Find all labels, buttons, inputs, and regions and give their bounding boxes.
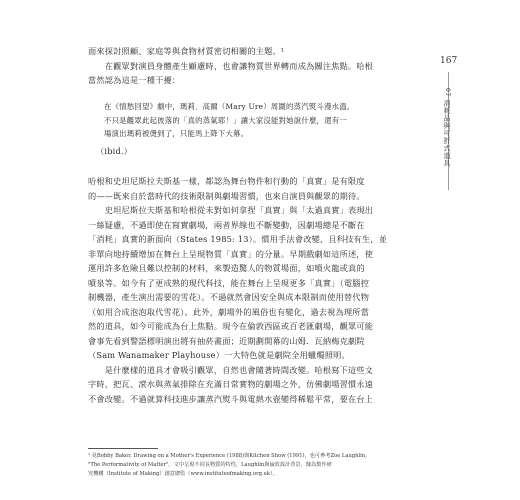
body-line: 制機器，產生演出需要的雪花）。不過就然會因安全與成本限制而使用替代物	[88, 292, 370, 302]
body-line: 的——既來自於當時代的技術限制與劇場習慣，也來自演員與觀眾的期待。	[88, 190, 365, 201]
footnote-line: ¹ 見Bobby Baker, Drawing on a Mother's Experience (1988)與Kitchen Show (1991)，也可參考Zoe Laughlin,	[88, 453, 367, 459]
ibid-citation: （ibid.）	[96, 146, 133, 156]
body-line: （如用合成泡泡取代雪花）。此外，劇場外的風俗也有變化，過去視為理所當	[88, 306, 370, 317]
body-line: 當然認為這是一種干擾：	[88, 75, 181, 85]
body-main	[88, 174, 418, 406]
body-line: 一絲疑慮，不過即使在寫實劇場，兩者界線也不斷變動，因劇場總是不斷在	[88, 219, 365, 230]
body-line: 面來探討照顧、家庭等與食物材質密切相關的主題。¹	[88, 46, 285, 56]
footnote-line: 究機構（Institute of Making）創意總監（www.instituteofmaking.org.uk）。	[88, 471, 278, 477]
page-number: 167	[440, 56, 458, 66]
citation	[96, 144, 426, 159]
body-line: 非單向地持續增加在舞台上呈現物質「真實」的分量。早期戲劇如這所述，使	[88, 248, 374, 259]
block-quote	[104, 100, 404, 141]
body-line: 噴泉等。如今有了更成熟的現代科技，能在舞台上呈現更多「真實」（電腦控	[88, 277, 370, 288]
body-line: 「消耗」真實的新面向（States 1985: 13）。慣用手法會改變，且科技有生，並	[88, 234, 388, 244]
quote-line: 不只是觀眾此起彼落的「真的蒸氣耶！」讓大家沒能對她說什麼，還有一	[104, 115, 347, 125]
chapter-title: 消耗品與可折式道具	[443, 99, 451, 167]
chapter-label	[443, 88, 451, 167]
footnote-rule	[88, 448, 158, 449]
body-line: 字時，把瓦、滾水與蒸氣排除在充滿日常實物的劇場之外，仿佛劇場習慣永遠	[88, 379, 374, 389]
footnote-line: "The Performativity of Matter"。文中呈現不同長物質的特性，Laughlin與倫敦設計背景，隸為製作研	[88, 462, 332, 468]
body-top	[88, 44, 418, 88]
quote-line: 在《情愁回望》劇中，瑪莉．高爾（Mary Ure）周圍的蒸汽熨斗漫水溫。	[104, 102, 355, 111]
body-line: 是什麼樣的道具才會吸引觀眾，自然也會隨著時間改變。哈根寫下這些文	[88, 364, 374, 375]
chapter-number: 07	[444, 88, 451, 97]
body-line: （Sam Wanamaker Playhouse）一大特色就是劇院全用蠟燭照明。	[88, 350, 350, 360]
body-line: 哈根和史坦尼斯拉夫斯基一樣，都認為舞台物件和行動的「真實」是有限度	[88, 176, 365, 186]
footnote	[88, 452, 418, 479]
body-line: 史坦尼斯拉夫斯基和哈根從未對如何拿捏「真實」與「太過真實」表現出	[88, 205, 374, 215]
body-line: 運用許多危險且難以控制的材料，來製造驚人的物質場面，如噴火龍或真的	[88, 263, 365, 273]
body-line: 在觀眾對演員身體產生顧慮時，也會讓物質世界轉而成為關注焦點。哈根	[88, 60, 374, 71]
quote-line: 場演出瑪莉被燙到了，只能馬上降下大幕。	[104, 129, 249, 138]
body-line: 不會改變。不過就算科技進步讓蒸汽熨斗與電熱水壺變得稀鬆平常，要在台上	[88, 393, 374, 404]
body-line: 會事先看到警語標明演出將有抽菸畫面；近期劃開幕的山姆．瓦納梅克劇院	[88, 335, 365, 346]
body-line: 然的道具，如今可能成為台上焦點。現今在倫敦西區或百老匯劇場，觀眾可能	[88, 321, 374, 331]
